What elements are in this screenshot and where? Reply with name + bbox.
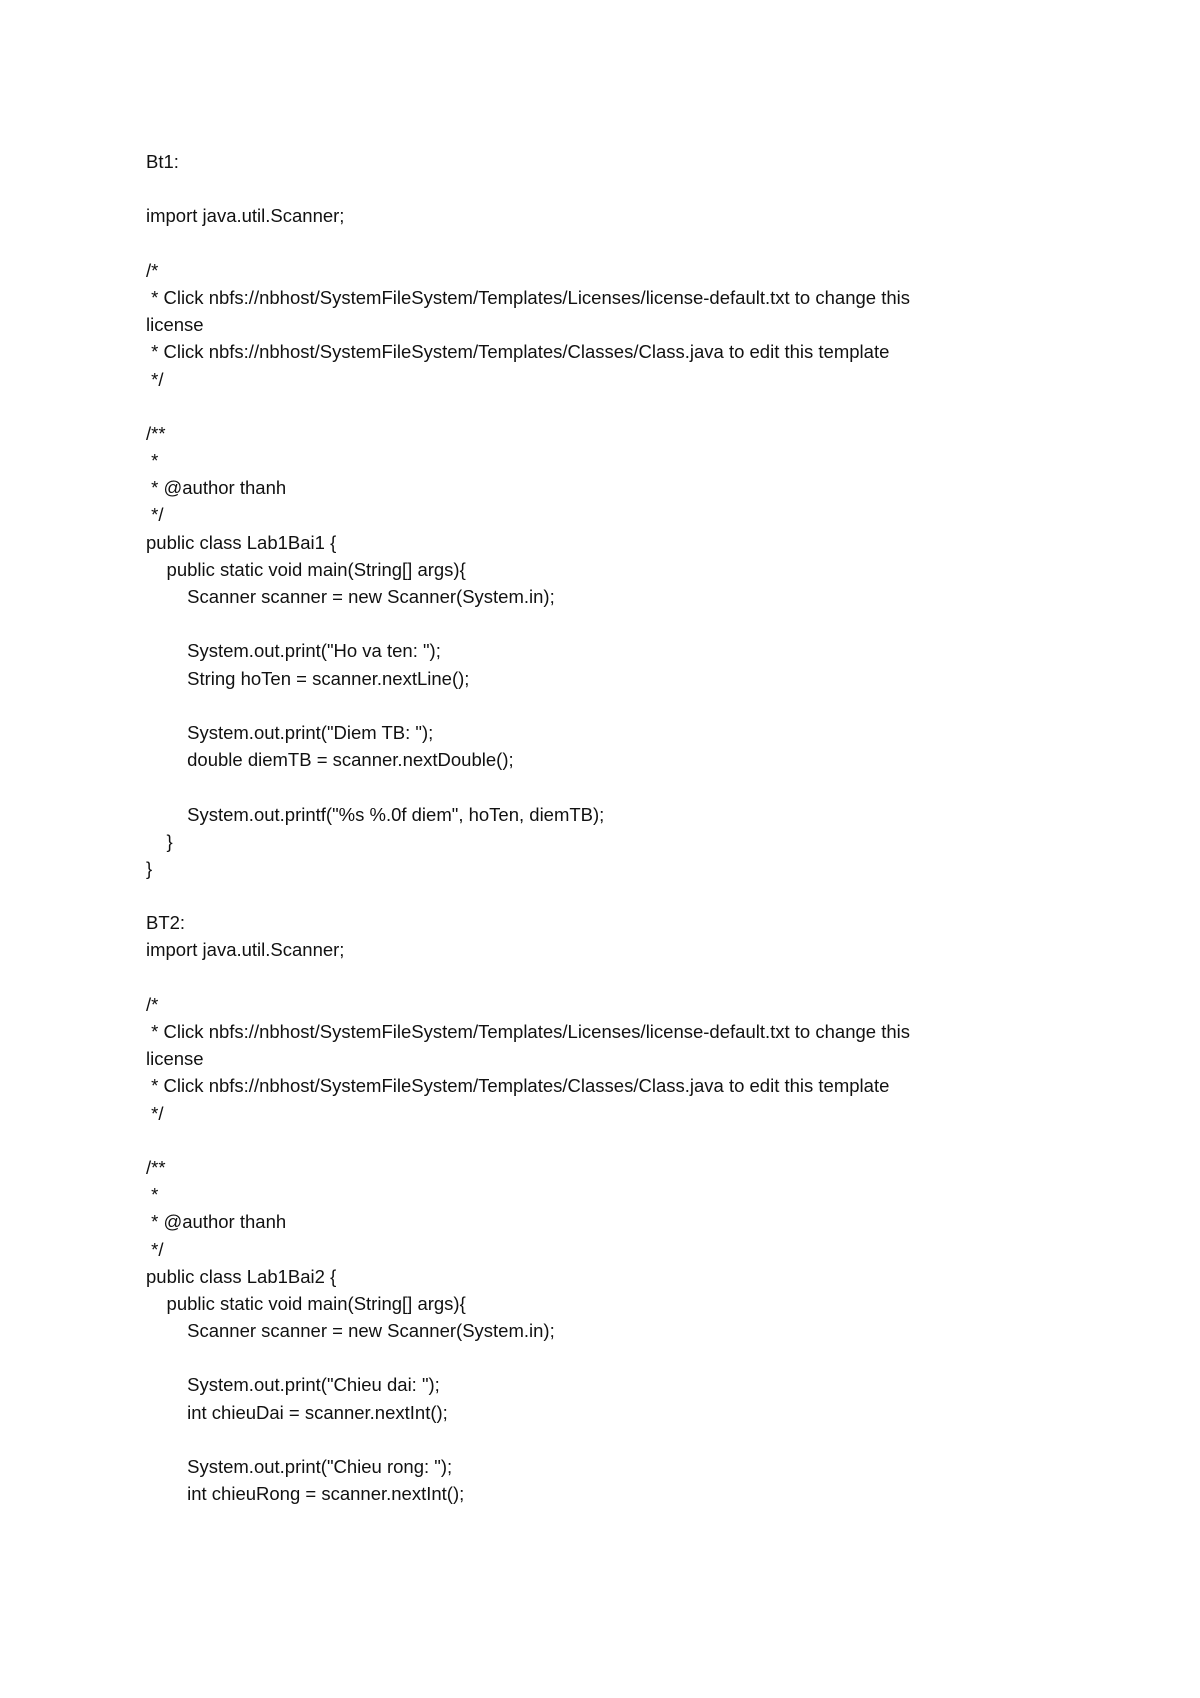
blank-line [146, 964, 1066, 991]
document-line: Bt1: [146, 151, 179, 172]
blank-line [146, 393, 1066, 420]
blank-line [146, 1344, 1066, 1371]
document-line: System.out.print("Chieu rong: "); [146, 1456, 453, 1477]
document-line: System.out.printf("%s %.0f diem", hoTen, diemTB); [146, 803, 605, 825]
document-line: * @author thanh [146, 477, 287, 499]
document-line: /** [146, 422, 166, 444]
blank-line [146, 1127, 1066, 1154]
document-line: */ [146, 1102, 164, 1124]
blank-line [146, 882, 1066, 909]
blank-line [146, 175, 1066, 202]
document-line: */ [146, 368, 164, 390]
blank-line [146, 610, 1066, 637]
document-line: * [146, 450, 159, 472]
document-line: System.out.print("Ho va ten: "); [146, 640, 441, 662]
blank-line [146, 1426, 1066, 1453]
document-line: * Click nbfs://nbhost/SystemFileSystem/Templates/Classes/Class.java to edit this template [146, 341, 890, 363]
document-line: int chieuDai = scanner.nextInt(); [146, 1401, 448, 1423]
document-line: /** [146, 1156, 166, 1178]
document-line: /* [146, 259, 159, 281]
document-line: public static void main(String[] args){ [146, 558, 466, 580]
document-line: BT2: [146, 912, 186, 934]
document-line: String hoTen = scanner.nextLine(); [146, 667, 470, 689]
document-line: */ [146, 1238, 164, 1260]
document-body [146, 148, 1066, 1507]
document-line: import java.util.Scanner; [146, 205, 345, 227]
document-line: import java.util.Scanner; [146, 939, 345, 961]
document-line: public static void main(String[] args){ [146, 1292, 466, 1314]
document-line: Scanner scanner = new Scanner(System.in); [146, 1320, 555, 1342]
document-line: * @author thanh [146, 1211, 287, 1233]
document-line: Scanner scanner = new Scanner(System.in); [146, 586, 555, 607]
document-line: System.out.print("Chieu dai: "); [146, 1374, 440, 1396]
document-line: System.out.print("Diem TB: "); [146, 721, 434, 743]
document-line: } [146, 830, 173, 852]
document-line: /* [146, 993, 159, 1015]
document-line: */ [146, 504, 164, 526]
document-line: } [146, 857, 153, 879]
blank-line [146, 230, 1066, 257]
document-line: double diemTB = scanner.nextDouble(); [146, 749, 514, 771]
document-line: * Click nbfs://nbhost/SystemFileSystem/Templates/Classes/Class.java to edit this template [146, 1075, 890, 1097]
document-line: int chieuRong = scanner.nextInt(); [146, 1483, 465, 1505]
document-line: * Click nbfs://nbhost/SystemFileSystem/Templates/Licenses/license-default.txt to change this [146, 286, 910, 308]
document-line: public class Lab1Bai1 { [146, 531, 337, 553]
document-line: license [146, 1048, 204, 1070]
document-line: * Click nbfs://nbhost/SystemFileSystem/Templates/Licenses/license-default.txt to change this [146, 1021, 910, 1042]
document-line: * [146, 1184, 159, 1206]
document-line: license [146, 314, 204, 336]
document-line: public class Lab1Bai2 { [146, 1265, 337, 1287]
blank-line [146, 692, 1066, 719]
blank-line [146, 773, 1066, 800]
